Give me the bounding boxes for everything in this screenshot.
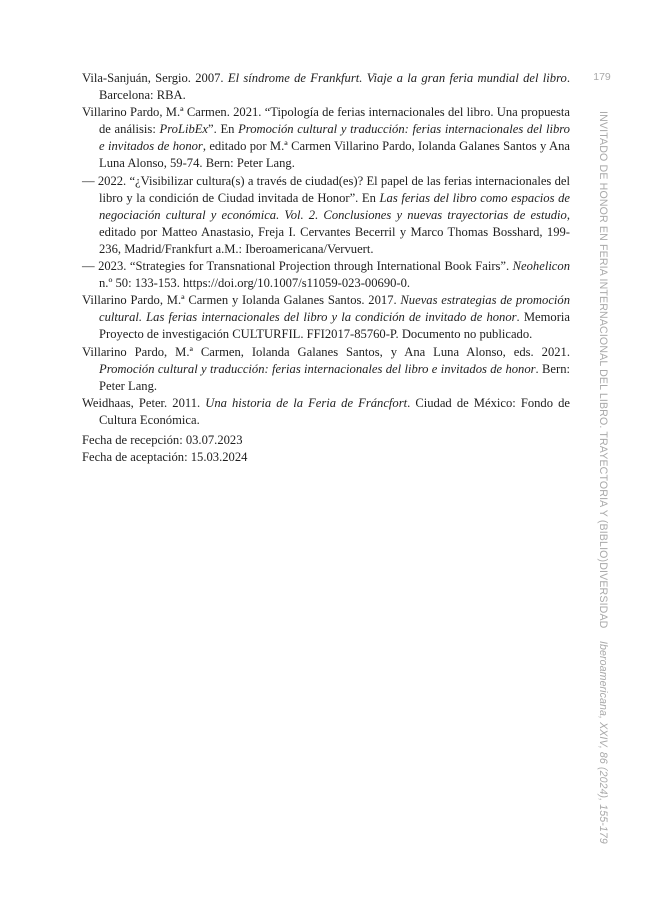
reference-entry: Villarino Pardo, M.ª Carmen y Iolanda Galanes Santos. 2017. Nuevas estrategias de promoción cultural. Las ferias internacionales del libro y la condición de invitado de honor. Memoria Proyecto de investigación CULTURFIL. FFI2017-85760-P. Documento no publicado. <box>82 293 570 342</box>
reference-entry: — 2022. “¿Visibilizar cultura(s) a través de ciudad(es)? El papel de las ferias internacionales del libro y la condición de Ciudad invitada de Honor”. En Las ferias del libro como espacios de negociación cultural y económica. Vol. 2. Conclusiones y nuevas trayectorias de estudio, editado por Matteo Anastasio, Freja I. Cervantes Becerril y Marco Thomas Bosshard, 199-236, Madrid/Frankfurt a.M.: Iberoamericana/Vervuert. <box>82 173 570 256</box>
journal-citation: Iberoamericana, XXIV, 86 (2024), 155-179 <box>597 641 609 844</box>
reference-entry: Villarino Pardo, M.ª Carmen. 2021. “Tipología de ferias internacionales del libro. Una propuesta de análisis: ProLibEx”. En Promoción cultural y traducción: ferias internacionales del libro e invitados de honor, editado por M.ª Carmen Villarino Pardo, Iolanda Galanes Santos y Ana Luna Alonso, 59-74. Bern: Peter Lang. <box>82 105 570 171</box>
page-number: 179 <box>593 71 611 83</box>
reference-entry: Villarino Pardo, M.ª Carmen, Iolanda Galanes Santos, y Ana Luna Alonso, eds. 2021. Promoción cultural y traducción: ferias internacionales del libro e invitados de honor. Bern: Peter Lang. <box>82 344 570 393</box>
acceptance-date: Fecha de aceptación: 15.03.2024 <box>82 450 248 465</box>
running-title: INVITADO DE HONOR EN FERIA INTERNACIONAL DEL LIBRO. TRAYECTORIA Y (BIBLIO)DIVERSIDAD <box>597 111 609 629</box>
reference-entry: Vila-Sanjuán, Sergio. 2007. El síndrome de Frankfurt. Viaje a la gran feria mundial del libro. Barcelona: RBA. <box>82 71 570 103</box>
submission-dates <box>82 432 247 466</box>
reference-entry: Weidhaas, Peter. 2011. Una historia de la Feria de Fráncfort. Ciudad de México: Fondo de Cultura Económica. <box>82 395 570 427</box>
reference-list <box>82 70 570 429</box>
reference-entry: — 2023. “Strategies for Transnational Projection through International Book Fairs”. Neohelicon n.º 50: 133-153. https://doi.org/10.1007/s11059-023-00690-0. <box>82 259 570 291</box>
reception-date: Fecha de recepción: 03.07.2023 <box>82 433 243 447</box>
